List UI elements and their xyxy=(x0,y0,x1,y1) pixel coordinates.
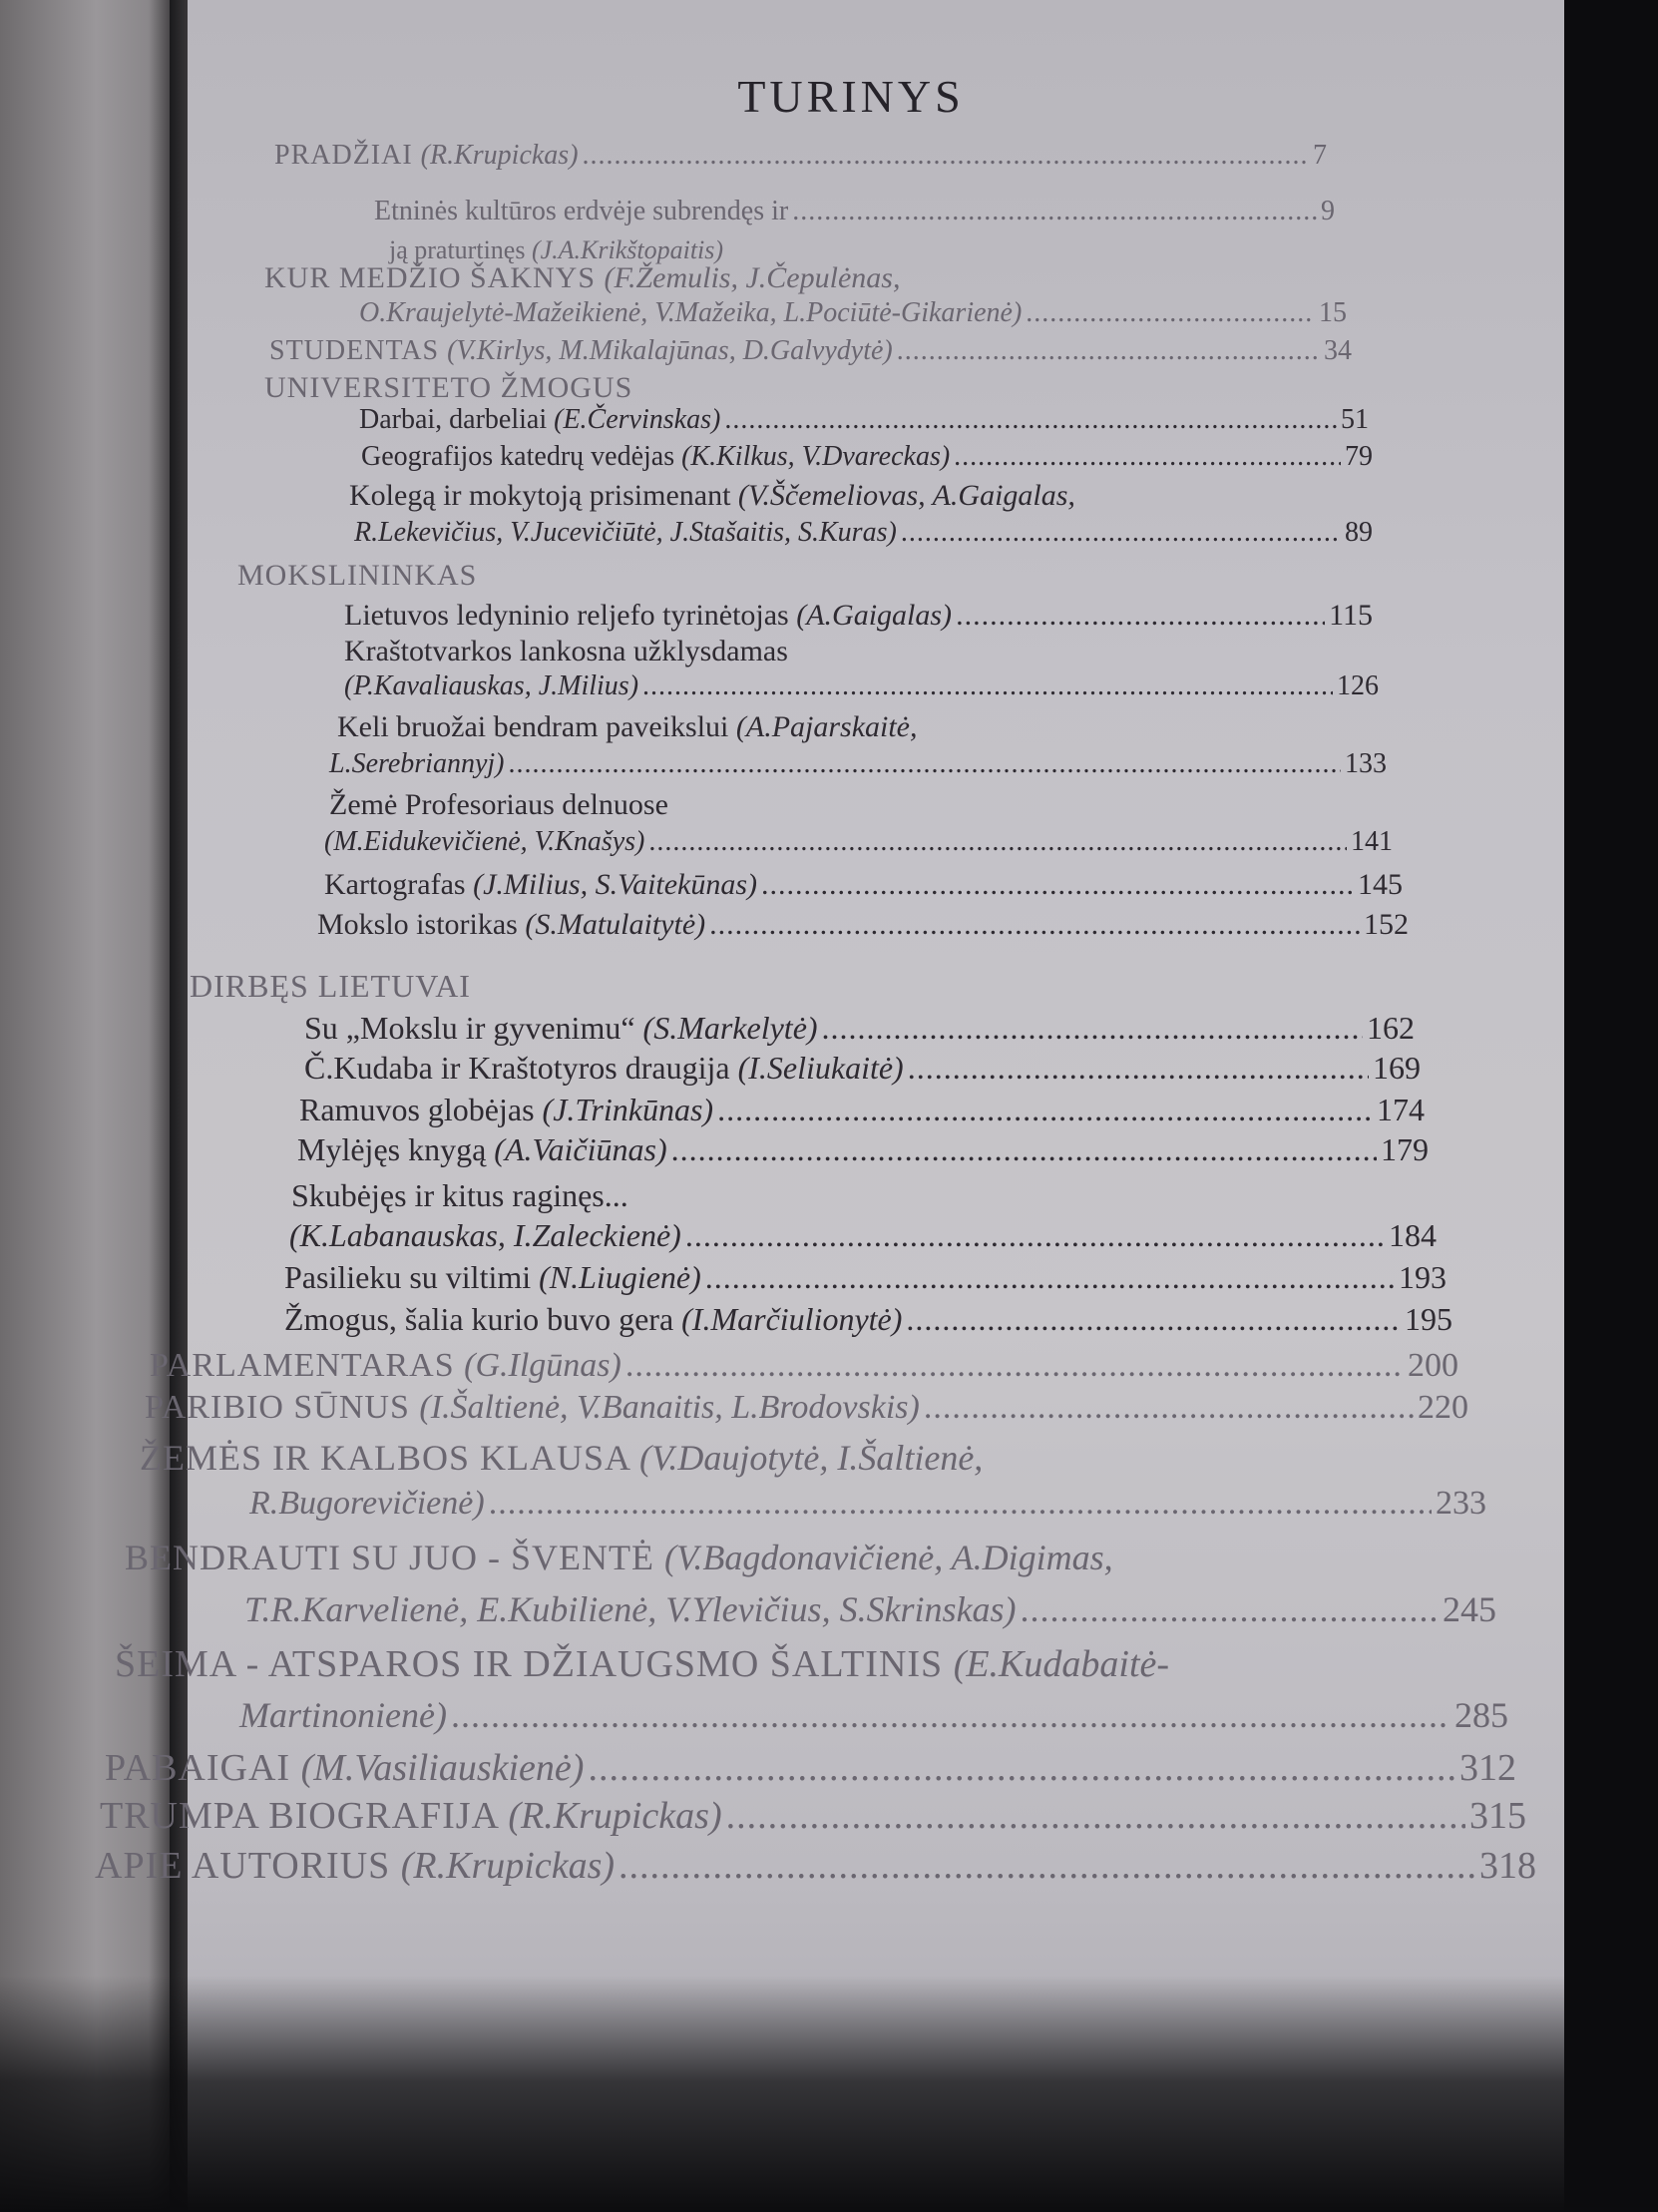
toc-entry-author: R.Lekevičius, V.Jucevičiūtė, J.Stašaitis, S.Kuras) xyxy=(354,517,897,548)
dot-leader xyxy=(642,670,1333,702)
toc-entry xyxy=(361,441,1373,473)
page-number: 9 xyxy=(1321,196,1335,226)
toc-entry-author: (E.Červinskas) xyxy=(554,404,721,435)
toc-entry-text: PARLAMENTARAS xyxy=(150,1347,465,1384)
toc-entry-author: (R.Krupickas) xyxy=(400,1845,616,1887)
page-number: 245 xyxy=(1443,1589,1496,1629)
toc-entry xyxy=(317,908,1409,942)
toc-entry-text: Kartografas xyxy=(324,868,474,901)
toc-entry-title xyxy=(304,1010,818,1047)
toc-entry xyxy=(344,670,1379,702)
toc-entry xyxy=(304,1050,1421,1087)
toc-entry-title xyxy=(329,788,668,821)
toc-entry xyxy=(354,517,1373,549)
toc-entry-title xyxy=(289,1217,681,1254)
dot-leader xyxy=(924,1389,1414,1427)
page-number: 15 xyxy=(1319,297,1347,328)
toc-entry-author: O.Kraujelytė-Mažeikienė, V.Mažeika, L.Pociūtė-Gikarienė) xyxy=(359,297,1023,328)
toc-entry xyxy=(324,868,1403,902)
toc-entry-title xyxy=(291,1177,628,1213)
page-number: 312 xyxy=(1459,1747,1516,1789)
page-number: 220 xyxy=(1418,1389,1468,1426)
toc-entry-author: (R.Krupickas) xyxy=(420,140,579,171)
toc-entry-title xyxy=(145,1389,920,1427)
toc-entry xyxy=(344,599,1373,633)
toc-entry xyxy=(324,826,1393,858)
toc-entry-title xyxy=(244,1588,1017,1630)
toc-entry-author: Martinonienė) xyxy=(239,1695,447,1735)
toc-entry-title xyxy=(239,1694,447,1736)
toc-entry-text: MOKSLININKAS xyxy=(237,559,478,592)
page-number: 89 xyxy=(1345,517,1373,548)
toc-entry xyxy=(237,559,477,593)
page-number: 200 xyxy=(1408,1347,1458,1384)
toc-entry-text: KUR MEDŽIO ŠAKNYS xyxy=(264,261,605,294)
toc-entry xyxy=(349,479,1075,513)
toc-entry-author: T.R.Karvelienė, E.Kubilienė, V.Ylevičius, S.Skrinskas) xyxy=(244,1589,1017,1629)
page-number: 169 xyxy=(1373,1050,1421,1086)
toc-entry-title xyxy=(125,1538,1113,1577)
toc-entry-title xyxy=(249,1485,485,1523)
dot-leader xyxy=(761,868,1354,902)
page-number: 162 xyxy=(1367,1010,1415,1046)
toc-entry xyxy=(291,1177,628,1214)
page-number: 34 xyxy=(1324,335,1352,366)
toc-entry xyxy=(244,1588,1496,1630)
toc-entry-author: (J.Milius, S.Vaitekūnas) xyxy=(473,868,758,901)
toc-entry-text: Kolegą ir mokytoją prisimenant xyxy=(349,479,738,512)
toc-entry-text: Žemė Profesoriaus delnuose xyxy=(329,788,668,821)
toc-entry xyxy=(140,1437,983,1479)
dot-leader xyxy=(583,140,1309,172)
toc-entry-author: (E.Kudabaitė- xyxy=(953,1643,1170,1685)
toc-entry-author: (N.Liugienė) xyxy=(539,1259,701,1295)
toc-entry-title xyxy=(389,235,723,264)
toc-entry-title xyxy=(264,261,900,294)
page-number: 174 xyxy=(1377,1092,1425,1127)
toc-entry-text: Skubėjęs ir kitus raginęs... xyxy=(291,1177,628,1213)
toc-entry xyxy=(329,788,668,822)
toc-entry-title xyxy=(100,1794,722,1838)
dot-leader xyxy=(908,1050,1369,1087)
toc-entry xyxy=(95,1844,1536,1888)
toc-entry-title xyxy=(317,908,705,942)
dot-leader xyxy=(901,517,1341,549)
dot-leader xyxy=(1021,1588,1439,1630)
toc-entry-author: R.Bugorevičienė) xyxy=(249,1485,485,1522)
toc-entry-title xyxy=(349,479,1075,512)
toc-entry-author: (A.Vaičiūnas) xyxy=(494,1131,667,1167)
dot-leader xyxy=(717,1092,1373,1128)
toc-entry xyxy=(150,1347,1458,1385)
toc-entry-text: Pasilieku su viltimi xyxy=(284,1259,540,1295)
toc-entry-title xyxy=(374,196,788,227)
dot-leader xyxy=(726,1794,1465,1838)
toc-entry-title xyxy=(344,635,788,667)
toc-entry-text: Kraštotvarkos lankosna užklysdamas xyxy=(344,635,788,667)
toc-entry-author: (M.Vasiliauskienė) xyxy=(300,1747,585,1789)
toc-entry xyxy=(374,196,1335,227)
toc-entry-text: ŠEIMA - ATSPAROS IR DŽIAUGSMO ŠALTINIS xyxy=(115,1643,954,1685)
toc-entry-text: BENDRAUTI SU JUO - ŠVENTĖ xyxy=(125,1538,664,1577)
toc-entry xyxy=(264,261,900,295)
page-number: 179 xyxy=(1381,1131,1429,1167)
dot-leader xyxy=(954,441,1341,473)
toc-entry-title xyxy=(284,1259,701,1296)
toc-entry xyxy=(100,1794,1526,1838)
dot-leader xyxy=(956,599,1325,633)
toc-entry-text: PARIBIO SŪNUS xyxy=(145,1389,420,1426)
toc-entry-title xyxy=(337,710,918,743)
toc-entry-text: Mylėjęs knygą xyxy=(297,1131,495,1167)
toc-entry-text: ją praturtinęs xyxy=(389,235,532,264)
toc-entry-author: (S.Matulaitytė) xyxy=(525,908,706,941)
dot-leader xyxy=(792,196,1317,227)
toc-entry-title xyxy=(324,868,757,902)
toc-entry-title xyxy=(354,517,897,549)
toc-entry-author: (P.Kavaliauskas, J.Milius) xyxy=(344,670,639,701)
dot-leader xyxy=(906,1301,1401,1338)
toc-entry-author: (A.Pajarskaitė, xyxy=(735,710,918,743)
page-number: 126 xyxy=(1337,670,1379,701)
toc-entry-text: PRADŽIAI xyxy=(274,140,421,171)
page-number: 315 xyxy=(1469,1795,1526,1837)
toc-entry-title xyxy=(140,1438,983,1478)
toc-entry-author: L.Serebriannyj) xyxy=(329,748,505,779)
page-number: 115 xyxy=(1329,599,1373,632)
toc-entry-author: (J.A.Krikštopaitis) xyxy=(531,235,724,264)
toc-entry-author: (V.Daujotytė, I.Šaltienė, xyxy=(639,1438,984,1478)
toc-entry-author: (V.Ščemeliovas, A.Gaigalas, xyxy=(737,479,1075,512)
dot-leader xyxy=(822,1010,1363,1047)
toc-entry-text: PABAIGAI xyxy=(105,1747,301,1789)
toc-entry-title xyxy=(344,670,638,702)
page-number: 141 xyxy=(1351,826,1393,857)
page-number: 133 xyxy=(1345,748,1387,779)
dot-leader xyxy=(451,1694,1451,1736)
toc-entry-author: (I.Marčiulionytė) xyxy=(681,1301,903,1337)
toc-entry xyxy=(289,1217,1437,1254)
toc-entry xyxy=(304,1010,1415,1047)
dot-leader xyxy=(724,404,1337,436)
toc-entry-title xyxy=(269,335,893,367)
toc-entry xyxy=(145,1389,1468,1427)
toc-entry-author: (A.Gaigalas) xyxy=(796,599,953,632)
toc-entry xyxy=(239,1694,1508,1736)
toc-entry xyxy=(115,1642,1169,1686)
toc-entry xyxy=(337,710,918,744)
dot-leader xyxy=(588,1746,1455,1790)
toc-entry-author: (K.Kilkus, V.Dvareckas) xyxy=(681,441,951,472)
dot-leader xyxy=(709,908,1360,942)
toc-entry-text: Žmogus, šalia kurio buvo gera xyxy=(284,1301,682,1337)
toc-entry-text: Ramuvos globėjas xyxy=(299,1092,543,1127)
toc-entry-text: Geografijos katedrų vedėjas xyxy=(361,441,682,472)
toc-entry xyxy=(284,1301,1452,1338)
page-number: 79 xyxy=(1345,441,1373,472)
toc-entry-title xyxy=(115,1643,1169,1685)
toc-entry xyxy=(329,748,1387,780)
toc-entry-text: APIE AUTORIUS xyxy=(95,1845,401,1887)
toc-entry-author: (M.Eidukevičienė, V.Knašys) xyxy=(324,826,645,857)
toc-entry-title xyxy=(359,297,1022,329)
toc-entry-text: DIRBĘS LIETUVAI xyxy=(190,968,471,1004)
toc-entry-text: Keli bruožai bendram paveikslui xyxy=(337,710,736,743)
toc-entry-text: Lietuvos ledyninio reljefo tyrinėtojas xyxy=(344,599,797,632)
toc-entry xyxy=(284,1259,1447,1296)
dot-leader xyxy=(625,1347,1404,1385)
toc-entry-author: (G.Ilgūnas) xyxy=(464,1347,622,1384)
toc-entry-title xyxy=(299,1092,713,1128)
toc-entry-title xyxy=(105,1746,584,1790)
toc-entry xyxy=(105,1746,1516,1790)
toc-entry-title xyxy=(361,441,950,473)
toc-entry-title xyxy=(237,559,477,592)
dot-leader xyxy=(705,1259,1395,1296)
toc-entry-title xyxy=(190,968,471,1004)
toc-entry-text: STUDENTAS xyxy=(269,335,448,366)
page-title: TURINYS xyxy=(737,71,965,122)
toc-entry-title xyxy=(150,1347,622,1385)
toc-entry xyxy=(299,1092,1425,1128)
toc-entry-text: ŽEMĖS IR KALBOS KLAUSA xyxy=(140,1438,640,1478)
dot-leader xyxy=(897,335,1320,367)
toc-entry-text: Mokslo istorikas xyxy=(317,908,526,941)
toc-entry xyxy=(297,1131,1429,1168)
page-number: 184 xyxy=(1389,1217,1437,1253)
page-number: 285 xyxy=(1454,1695,1508,1735)
toc-entry-title xyxy=(329,748,505,780)
toc-entry-author: (V.Kirlys, M.Mikalajūnas, D.Galvydytė) xyxy=(447,335,893,366)
dot-leader xyxy=(489,1485,1432,1523)
dot-leader xyxy=(648,826,1347,858)
toc-entry xyxy=(264,371,632,405)
toc-entry xyxy=(359,404,1369,436)
toc-entry xyxy=(125,1537,1113,1578)
dot-leader xyxy=(509,748,1342,780)
toc-entry-text: Etninės kultūros erdvėje subrendęs ir xyxy=(374,196,789,226)
dot-leader xyxy=(1026,297,1315,329)
toc-entry-title xyxy=(264,371,632,404)
toc-entry-text: Č.Kudaba ir Kraštotyros draugija xyxy=(304,1050,738,1086)
toc-entry-title xyxy=(274,140,579,172)
toc-entry-title xyxy=(304,1050,904,1087)
page-number: 318 xyxy=(1479,1845,1536,1887)
page-number: 51 xyxy=(1341,404,1369,435)
shadow xyxy=(0,1976,1658,2212)
toc-entry-title xyxy=(359,404,720,436)
toc-entry-author: (I.Šaltienė, V.Banaitis, L.Brodovskis) xyxy=(419,1389,920,1426)
toc-entry-author: (V.Bagdonavičienė, A.Digimas, xyxy=(664,1538,1113,1577)
toc-entry xyxy=(274,140,1327,172)
page-number: 7 xyxy=(1313,140,1327,171)
page-number: 152 xyxy=(1364,908,1409,941)
toc-entry-title xyxy=(284,1301,902,1338)
toc-entry xyxy=(359,297,1347,329)
toc-entry-author: (K.Labanauskas, I.Zaleckienė) xyxy=(289,1217,681,1253)
toc-entry-title xyxy=(344,599,952,633)
toc-entry xyxy=(269,335,1352,367)
toc-entry-title xyxy=(95,1844,615,1888)
page-number: 195 xyxy=(1405,1301,1452,1337)
toc-entry xyxy=(344,635,788,668)
dot-leader xyxy=(671,1131,1377,1168)
page-number: 233 xyxy=(1436,1485,1486,1522)
dot-leader xyxy=(619,1844,1475,1888)
toc-entry-author: (J.Trinkūnas) xyxy=(542,1092,714,1127)
toc-entry-text: Darbai, darbeliai xyxy=(359,404,555,435)
toc-entry-text: TRUMPA BIOGRAFIJA xyxy=(100,1795,509,1837)
toc-entry-author: (I.Seliukaitė) xyxy=(737,1050,904,1086)
page-number: 193 xyxy=(1399,1259,1447,1295)
toc-entry-title xyxy=(297,1131,667,1168)
toc-entry xyxy=(249,1485,1486,1523)
toc-entry-author: (F.Žemulis, J.Čepulėnas, xyxy=(604,261,901,294)
dot-leader xyxy=(685,1217,1385,1254)
toc-entry-text: UNIVERSITETO ŽMOGUS xyxy=(264,371,633,404)
toc-entry xyxy=(190,968,471,1005)
toc-entry-author: (S.Markelytė) xyxy=(642,1010,818,1046)
page-number: 145 xyxy=(1358,868,1403,901)
toc-entry-author: (R.Krupickas) xyxy=(508,1795,722,1837)
toc-entry-text: Su „Mokslu ir gyvenimu“ xyxy=(304,1010,643,1046)
toc-entry-title xyxy=(324,826,644,858)
